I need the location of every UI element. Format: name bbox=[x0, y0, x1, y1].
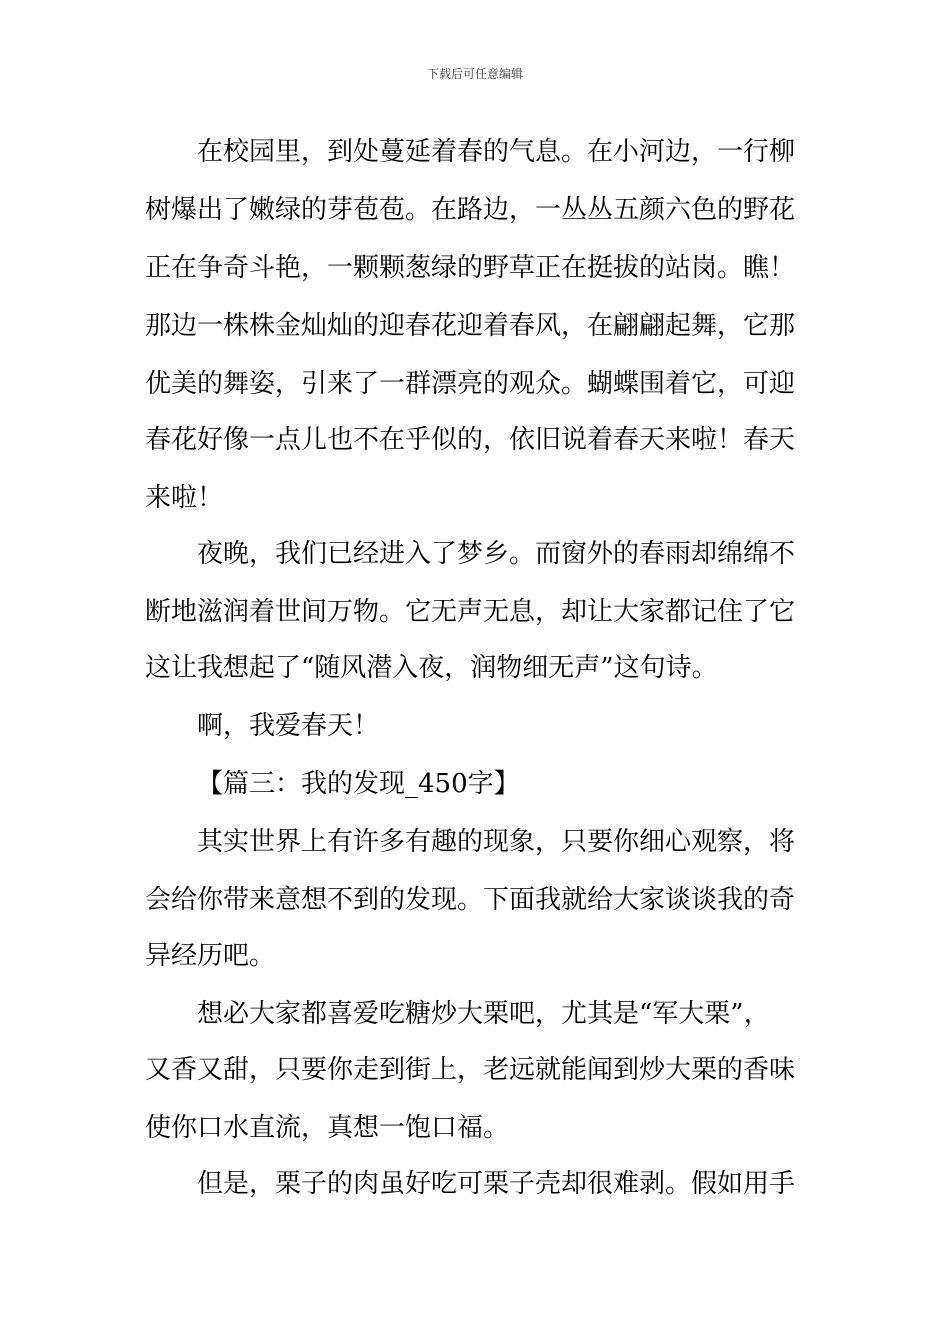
text-line: 在校园里，到处蔓延着春的气息。在小河边，一行柳 bbox=[197, 137, 796, 167]
text-line: 这让我想起了“随风潜入夜，润物细无声”这句诗。 bbox=[145, 653, 718, 683]
text-line: 想必大家都喜爱吃糖炒大栗吧，尤其是“军大栗”， bbox=[197, 999, 770, 1029]
text-line: 那边一株株金灿灿的迎春花迎着春风，在翩翩起舞，它那 bbox=[145, 311, 796, 341]
text-line: 其实世界上有许多有趣的现象，只要你细心观察，将 bbox=[197, 827, 796, 857]
text-line: 夜晚，我们已经进入了梦乡。而窗外的春雨却绵绵不 bbox=[197, 539, 796, 569]
text-line: 又香又甜，只要你走到街上，老远就能闻到炒大栗的香味 bbox=[145, 1055, 796, 1085]
text-line: 正在争奇斗艳，一颗颗葱绿的野草正在挺拔的站岗。瞧！ bbox=[145, 253, 796, 283]
section-heading: 【篇三：我的发现_450字】 bbox=[197, 769, 520, 799]
page-header: 下载后可任意编辑 bbox=[426, 67, 523, 81]
text-line: 但是，栗子的肉虽好吃可栗子壳却很难剥。假如用手 bbox=[197, 1169, 796, 1199]
text-line: 春花好像一点儿也不在乎似的，依旧说着春天来啦！春天 bbox=[145, 425, 796, 455]
text-line: 树爆出了嫩绿的芽苞苞。在路边，一丛丛五颜六色的野花 bbox=[145, 195, 796, 225]
text-line: 优美的舞姿，引来了一群漂亮的观众。蝴蝶围着它，可迎 bbox=[145, 369, 796, 399]
text-line: 异经历吧。 bbox=[145, 941, 276, 971]
text-line: 使你口水直流，真想一饱口福。 bbox=[145, 1113, 510, 1143]
text-line: 断地滋润着世间万物。它无声无息，却让大家都记住了它 bbox=[145, 597, 796, 627]
text-line: 啊，我爱春天！ bbox=[197, 711, 380, 741]
text-line: 会给你带来意想不到的发现。下面我就给大家谈谈我的奇 bbox=[145, 885, 796, 915]
text-line: 来啦！ bbox=[145, 483, 224, 513]
